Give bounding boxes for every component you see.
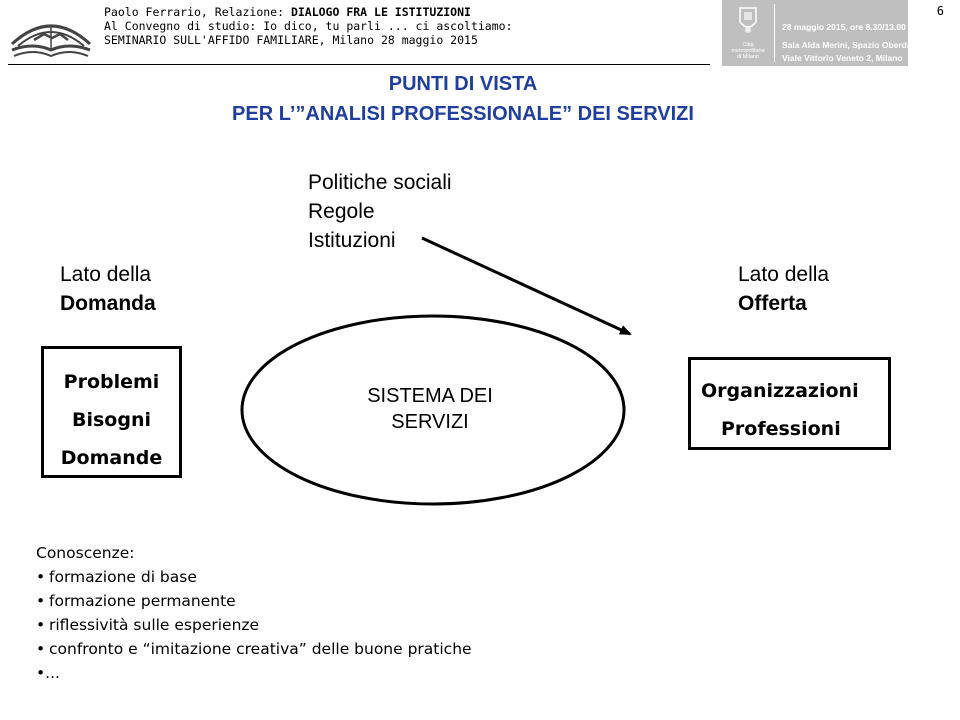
box-item-bisogni: Bisogni <box>72 409 151 431</box>
demand-side-label <box>60 260 156 318</box>
slide-title-line-1: PUNTI DI VISTA <box>388 73 538 95</box>
box-item-professioni: Professioni <box>721 418 841 440</box>
banner-city-line-2: metropolitana <box>731 48 765 54</box>
banner-city-line-1: Città <box>742 42 754 48</box>
banner-venue: Sala Alda Merini, Spazio Oberdan <box>782 40 917 50</box>
label-regole: Regole <box>308 200 375 223</box>
bullet-icon: • <box>36 616 46 634</box>
slide-number: 6 <box>936 4 944 18</box>
box-item-problemi: Problemi <box>63 371 160 393</box>
sistema-line-2: SERVIZI <box>391 411 469 433</box>
list-item <box>36 637 472 661</box>
lato-della-right: Lato della <box>738 263 830 286</box>
banner-address: Viale Vittorio Veneto 2, Milano <box>782 53 903 63</box>
banner-city-line-3: di Milano <box>736 54 759 60</box>
list-item <box>36 565 472 589</box>
conoscenze-list <box>36 565 472 685</box>
sistema-dei-servizi-label <box>330 383 530 435</box>
label-istituzioni: Istituzioni <box>308 229 396 252</box>
sistema-line-1: SISTEMA DEI <box>367 385 493 407</box>
header-title: DIALOGO FRA LE ISTITUZIONI <box>290 5 471 19</box>
list-item <box>36 661 472 685</box>
list-item-text: confronto e “imitazione creativa” delle buone pratiche <box>49 640 472 658</box>
bullet-icon: • <box>36 568 46 586</box>
supply-side-label <box>738 260 829 318</box>
bullet-icon: • <box>36 664 46 682</box>
conoscenze-heading: Conoscenze: <box>36 544 135 562</box>
box-item-organizzazioni: Organizzazioni <box>701 380 859 402</box>
list-item-text: formazione di base <box>49 568 197 586</box>
policy-arrow <box>422 238 630 334</box>
slide-title-line-2: PER L’”ANALISI PROFESSIONALE” DEI SERVIZI <box>232 103 694 125</box>
conoscenze-section <box>36 541 472 685</box>
bullet-icon: • <box>36 592 46 610</box>
domanda-label: Domanda <box>60 292 156 315</box>
list-item-text: formazione permanente <box>49 592 236 610</box>
policy-labels <box>308 168 452 255</box>
offerta-label: Offerta <box>738 292 807 315</box>
list-item <box>36 589 472 613</box>
header-seminario: SEMINARIO SULL'AFFIDO FAMILIARE, Milano 28 maggio 2015 <box>104 33 478 47</box>
label-politiche-sociali: Politiche sociali <box>308 171 452 194</box>
list-item <box>36 613 472 637</box>
demand-box <box>41 346 182 478</box>
banner-date: 28 maggio 2015, ore 8.30/13.00 <box>782 22 906 32</box>
box-item-domande: Domande <box>60 447 163 469</box>
list-item-text: ... <box>45 664 60 682</box>
supply-box <box>688 357 891 450</box>
list-item-text: riflessività sulle esperienze <box>49 616 260 634</box>
header-author: Paolo Ferrario, Relazione: <box>104 5 291 19</box>
bullet-icon: • <box>36 640 46 658</box>
lato-della-left: Lato della <box>60 263 152 286</box>
header-convegno: Al Convegno di studio: Io dico, tu parli ... ci ascoltiamo: <box>104 19 513 33</box>
